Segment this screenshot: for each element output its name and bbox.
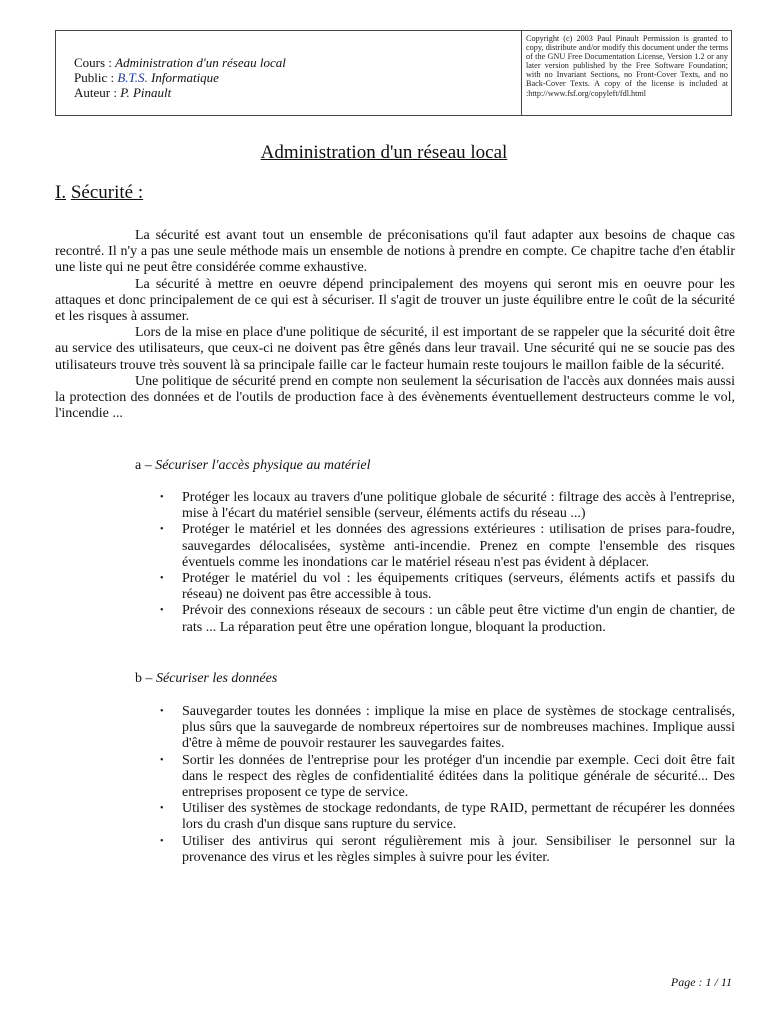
list-item: • Utiliser des systèmes de stockage redondants, de type RAID, permettant de récupérer les données lors du crash d'un disque sans rupture du service. — [160, 801, 735, 833]
list-item: • Protéger le matériel et les données des agressions extérieures : utilisation de prises para-foudre, sauvegardes délocalisées, système anti-incendie. Prenez en compte l'ensemble des risques éventuels comme les inondations car le matériel réseau n'est pas évident à déplacer. — [160, 522, 735, 571]
author-line: Auteur : P. Pinault — [74, 85, 172, 100]
subsection-a-heading: a – Sécuriser l'accès physique au matériel — [135, 458, 371, 473]
list-physical-access — [160, 490, 735, 636]
public-line: Public : B.T.S. Informatique — [74, 70, 219, 85]
author-value: P. Pinault — [120, 85, 172, 100]
paragraph: La sécurité est avant tout un ensemble de préconisations qu'il faut adapter aux besoins de chaque cas recontré. Il n'y a pas une seule méthode mais un ensemble de notions à prendre en compte. Ce chapitre tache d'en établir une liste qui ne peut être considérée comme exhaustive. — [55, 228, 735, 276]
public-bts: B.T.S. — [117, 70, 148, 85]
copyright-notice: Copyright (c) 2003 Paul Pinault Permission is granted to copy, distribute and/or modify this document under the terms of the GNU Free Documentation License, Version 1.2 or any later version published by the Free Software Foundation; with no Invariant Sections, no Front-Cover Texts, and no Back-Cover Texts. A copy of the license is included at :http://www.fsf.org/copyleft/fdl.html — [526, 34, 728, 98]
course-info — [56, 31, 522, 115]
public-value: Informatique — [147, 70, 219, 85]
list-item: • Prévoir des connexions réseaux de secours : un câble peut être victime d'un engin de chantier, de rats ... La réparation peut être une opération longue, bloquant la production. — [160, 603, 735, 635]
paragraph: Lors de la mise en place d'une politique de sécurité, il est important de se rappeler que la sécurité doit être au service des utilisateurs, que ceux-ci ne doivent pas être gênés dans leur travail. Une sécurité qui ne se soucie pas des utilisateurs trouve très souvent là sa principale faille car le facteur humain reste toujours le maillon faible de la sécurité. — [55, 325, 735, 373]
section-title: Sécurité : — [70, 182, 144, 203]
document-title: Administration d'un réseau local — [260, 142, 508, 163]
list-item: • Sauvegarder toutes les données : implique la mise en place de systèmes de stockage centralisés, plus sûrs que la sauvegarde de nombreux répertoires sur de nombreuses machines. Implique aussi d'être à même de pouvoir restaurer les sauvegardes faites. — [160, 704, 735, 753]
list-item: • Protéger le matériel du vol : les équipements critiques (serveurs, éléments actifs et passifs du réseau) ne doivent pas être accessible à tous. — [160, 571, 735, 603]
list-item: • Sortir les données de l'entreprise pour les protéger d'un incendie par exemple. Ceci doit être fait dans le respect des règles de confidentialité éditées dans la politique générale de sécurité... Des entreprises proposent ce type de service. — [160, 753, 735, 802]
subsection-b-title: Sécuriser les données — [156, 671, 278, 686]
course-line: Cours : Administration d'un réseau local — [74, 55, 286, 70]
section-heading — [55, 182, 143, 204]
paragraph: La sécurité à mettre en oeuvre dépend principalement des moyens qui seront mis en oeuvre pour les attaques et donc principalement de ce qui est à sécuriser. Il s'agit de trouver un juste équilibre entre le coût de la sécurité et les risques à assumer. — [55, 276, 735, 325]
course-value: Administration d'un réseau local — [115, 55, 286, 70]
page-number: Page : 1 / 11 — [670, 975, 732, 989]
list-item: • Utiliser des antivirus qui seront régulièrement mis à jour. Sensibiliser le personnel sur la provenance des virus et les règles simples à suivre pour les éviter. — [160, 834, 735, 866]
paragraph: Une politique de sécurité prend en compte non seulement la sécurisation de l'accès aux données mais aussi la protection des données et de l'outils de production face à des évènements éventuellement destructeurs comme le vol, l'incendie ... — [55, 373, 735, 422]
list-item: • Protéger les locaux au travers d'une politique globale de sécurité : filtrage des accès à l'entreprise, mise à l'écart du matériel sensible (serveur, éléments actifs du réseau ...) — [160, 490, 735, 522]
subsection-a-title: Sécuriser l'accès physique au matériel — [155, 458, 371, 473]
list-data-security — [160, 704, 735, 866]
subsection-b-heading: b – Sécuriser les données — [135, 671, 278, 686]
header-box — [55, 30, 732, 116]
section-number: I. — [55, 182, 67, 203]
intro-text — [55, 228, 735, 422]
